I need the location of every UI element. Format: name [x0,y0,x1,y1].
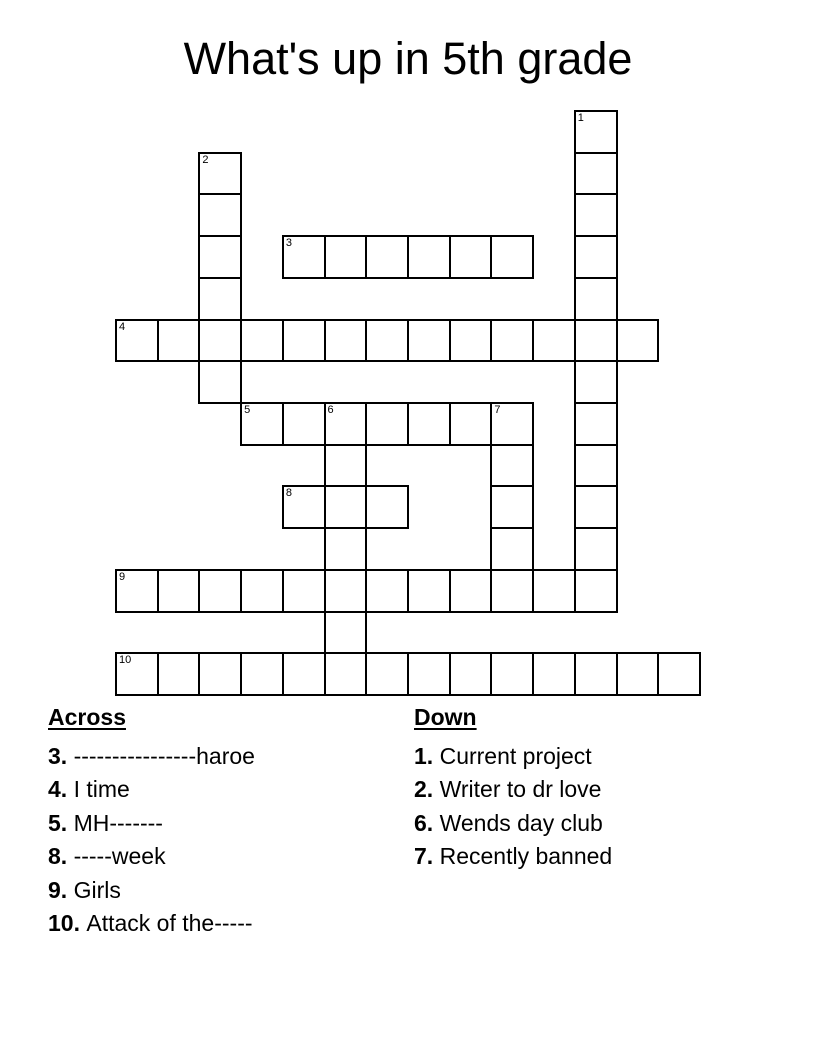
grid-cell [407,319,451,363]
grid-cell [574,485,618,529]
clue-number: 7. [414,843,440,869]
clue-number: 5. [48,809,74,836]
clue-text: Recently banned [439,843,613,869]
grid-cell [490,235,534,279]
grid-cell [157,569,201,613]
grid-cell [490,444,534,488]
clue-number: 6. [414,809,440,836]
clue-item [48,740,255,774]
grid-cell [198,235,242,279]
clue-text: Current project [439,742,592,769]
grid-cell [532,652,576,696]
clue-text: ----------------haroe [73,742,255,769]
grid-cell [490,652,534,696]
cell-number: 5 [244,403,251,416]
grid-cell [574,402,618,446]
clue-text: I time [73,776,130,802]
grid-cell [616,652,660,696]
grid-cell [532,319,576,363]
down-clues-section [414,702,612,874]
grid-cell [365,652,409,696]
grid-cell [282,402,326,446]
grid-cell [198,277,242,321]
grid-cell [365,569,409,613]
grid-cell [532,569,576,613]
grid-cell [365,235,409,279]
clue-number: 2. [414,776,440,802]
clue-item [48,807,255,841]
across-heading: Across [48,704,126,730]
clue-text: Girls [73,876,121,903]
grid-cell [490,569,534,613]
grid-cell [240,402,284,446]
across-clues-section [48,702,255,941]
down-clue-list [414,740,612,874]
grid-cell [574,360,618,404]
cell-number: 2 [202,153,209,166]
grid-cell [240,652,284,696]
cell-number: 10 [119,654,132,667]
grid-cell [157,652,201,696]
grid-cell [407,569,451,613]
cell-number: 6 [327,403,334,416]
grid-cell [574,652,618,696]
grid-cell [198,152,242,196]
grid-cell [198,193,242,237]
cell-number: 7 [494,403,501,416]
grid-cell [490,485,534,529]
cell-number: 3 [285,237,292,250]
clue-number: 3. [48,742,74,769]
grid-cell [490,319,534,363]
grid-cell [282,235,326,279]
grid-cell [574,569,618,613]
grid-cell [282,569,326,613]
grid-cell [657,652,701,696]
page-title: What's up in 5th grade [183,33,633,84]
grid-cell [574,152,618,196]
grid-cell [282,652,326,696]
grid-cell [324,527,368,571]
clue-number: 4. [48,776,74,802]
clue-number: 1. [414,742,440,769]
grid-cell [449,319,493,363]
grid-cell [365,402,409,446]
grid-cell [574,444,618,488]
clue-text: Writer to dr love [439,776,602,802]
grid-cell [115,319,159,363]
grid-cell [198,569,242,613]
grid-cell [324,569,368,613]
grid-cell [574,319,618,363]
clue-item [414,840,612,874]
clue-item [48,840,255,874]
grid-cell [574,110,618,154]
grid-cell [198,360,242,404]
clue-text: Wends day club [439,809,603,836]
grid-cell [324,485,368,529]
grid-cell [574,277,618,321]
grid-cell [324,611,368,655]
grid-cell [198,652,242,696]
clue-number: 9. [48,876,74,903]
grid-cell [240,319,284,363]
grid-cell [490,527,534,571]
clue-number: 8. [48,843,74,869]
grid-cell [115,569,159,613]
grid-cell [449,402,493,446]
grid-cell [115,652,159,696]
grid-cell [365,319,409,363]
clue-item [414,807,612,841]
clue-text: -----week [73,843,166,869]
grid-cell [240,569,284,613]
grid-cell [449,652,493,696]
grid-cell [282,485,326,529]
grid-cell [574,193,618,237]
grid-cell [324,444,368,488]
grid-cell [449,235,493,279]
grid-cell [574,527,618,571]
cell-number: 9 [119,570,126,583]
clue-item [414,773,612,807]
clue-text: Attack of the----- [86,910,253,936]
grid-cell [407,402,451,446]
grid-cell [449,569,493,613]
clue-item [414,740,612,774]
grid-cell [365,485,409,529]
grid-cell [407,235,451,279]
grid-cell [157,319,201,363]
cell-number: 8 [285,487,292,500]
clue-item [48,907,255,941]
grid-cell [324,652,368,696]
down-heading: Down [414,704,477,730]
clue-text: MH------- [73,809,163,836]
grid-cell [282,319,326,363]
grid-cell [324,319,368,363]
grid-cell [324,235,368,279]
clue-item [48,773,255,807]
cell-number: 1 [577,112,584,124]
grid-cell [490,402,534,446]
grid-cell [198,319,242,363]
across-clue-list [48,740,255,941]
grid-cell [407,652,451,696]
cell-number: 4 [119,320,126,333]
grid-cell [616,319,660,363]
grid-cell [324,402,368,446]
grid-cell [574,235,618,279]
clue-number: 10. [48,910,87,936]
clue-item [48,874,255,908]
